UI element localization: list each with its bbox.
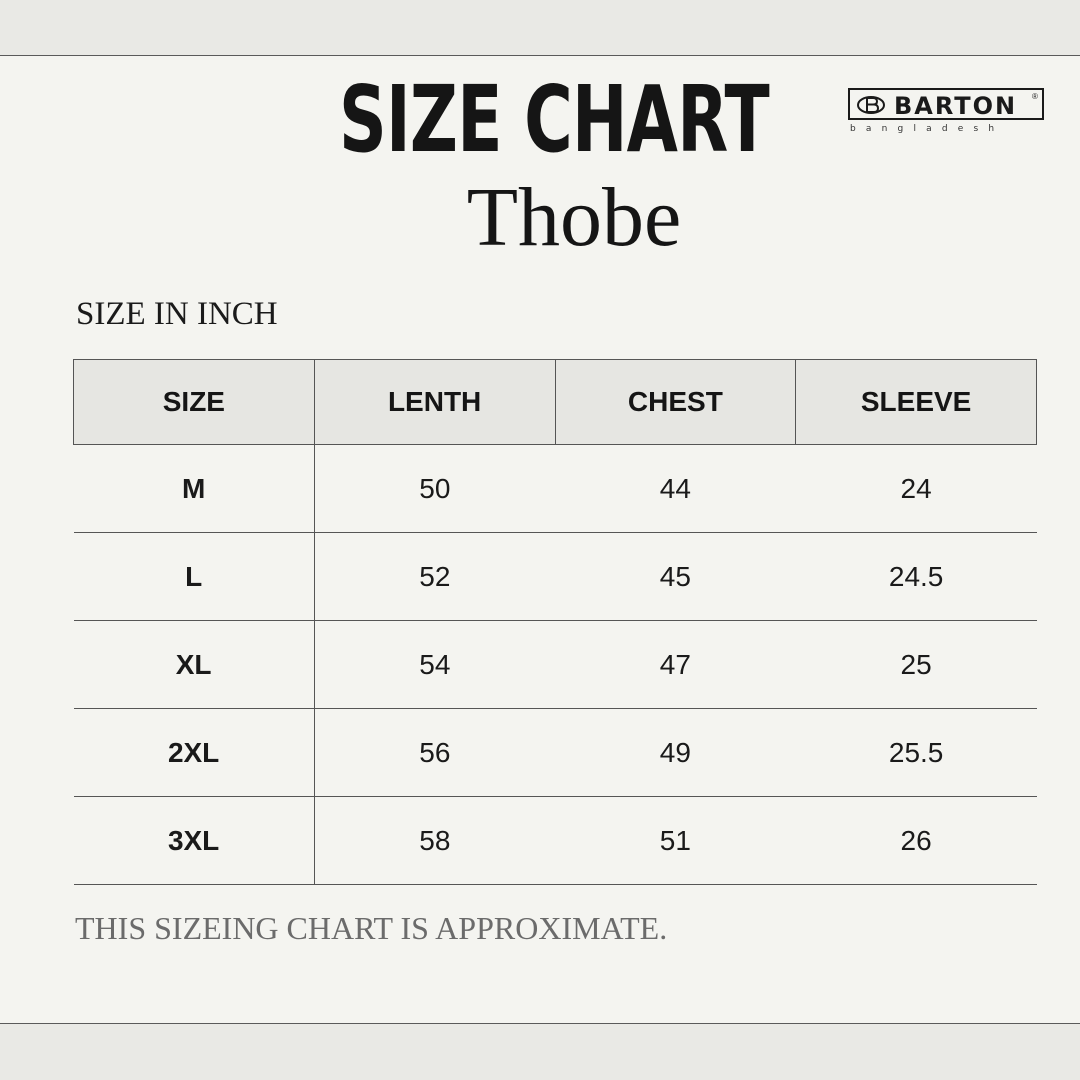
- table-row: [74, 533, 1037, 621]
- header-size: SIZE: [74, 360, 315, 445]
- brand-name: BARTON: [894, 92, 1018, 120]
- size-table: [73, 359, 1037, 885]
- size-cell: M: [74, 445, 315, 533]
- header-chest: CHEST: [555, 360, 796, 445]
- brand-tagline: bangladesh: [850, 124, 1005, 134]
- size-cell: L: [74, 533, 315, 621]
- table-row: [74, 445, 1037, 533]
- size-cell: 3XL: [74, 797, 315, 885]
- sleeve-cell: 25: [796, 621, 1037, 709]
- unit-label: SIZE IN INCH: [76, 296, 278, 332]
- length-cell: 54: [314, 621, 555, 709]
- table-row: [74, 797, 1037, 885]
- logo-frame: [848, 88, 1044, 120]
- chest-cell: 49: [555, 709, 796, 797]
- size-cell: 2XL: [74, 709, 315, 797]
- chest-cell: 51: [555, 797, 796, 885]
- sleeve-cell: 25.5: [796, 709, 1037, 797]
- header-sleeve: SLEEVE: [796, 360, 1037, 445]
- product-subtitle: Thobe: [466, 171, 682, 264]
- approximation-note: THIS SIZEING CHART IS APPROXIMATE.: [75, 910, 668, 946]
- table-row: [74, 709, 1037, 797]
- table-header-row: [74, 360, 1037, 445]
- table-row: [74, 621, 1037, 709]
- page-title: SIZE CHART: [338, 66, 770, 173]
- length-cell: 50: [314, 445, 555, 533]
- barton-b-icon: [856, 93, 886, 117]
- chest-cell: 45: [555, 533, 796, 621]
- length-cell: 52: [314, 533, 555, 621]
- length-cell: 56: [314, 709, 555, 797]
- length-cell: 58: [314, 797, 555, 885]
- sleeve-cell: 24.5: [796, 533, 1037, 621]
- size-cell: XL: [74, 621, 315, 709]
- header-length: LENTH: [314, 360, 555, 445]
- sleeve-cell: 24: [796, 445, 1037, 533]
- registered-mark: ®: [1032, 92, 1038, 101]
- brand-logo: [848, 88, 1046, 138]
- chest-cell: 44: [555, 445, 796, 533]
- chest-cell: 47: [555, 621, 796, 709]
- sleeve-cell: 26: [796, 797, 1037, 885]
